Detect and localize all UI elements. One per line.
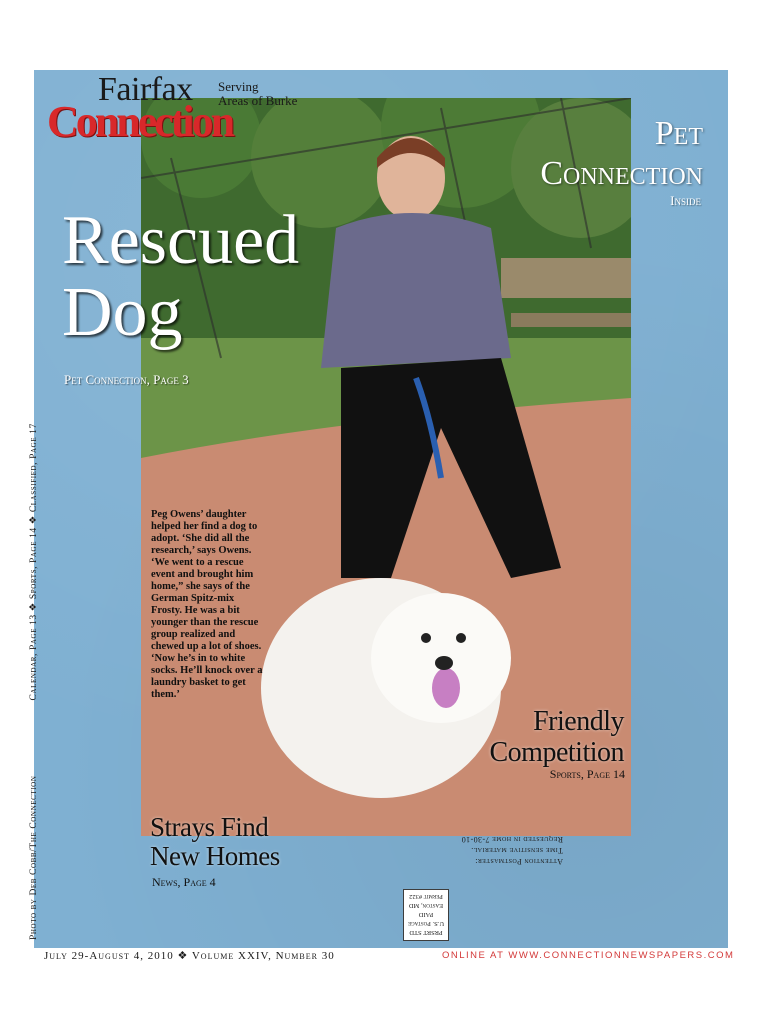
- teaser-friendly-line2: Competition: [489, 737, 624, 768]
- serving-line: Serving: [218, 79, 259, 94]
- teaser-strays-line2: New Homes: [150, 841, 280, 871]
- teaser-friendly-competition: [490, 706, 625, 768]
- postmaster-line: Time sensitive material.: [470, 846, 563, 855]
- dog-tongue: [432, 668, 460, 708]
- pet-connection-line1: Pet: [654, 115, 703, 152]
- headline-line1: Rescued: [62, 202, 300, 279]
- photo-caption: Peg Owens’ daughter helped her find a dog to adopt. ‘She did all the research,’ says Owens. ‘We went to a rescue event and brought him home,” she says of the German Spitz-mix Frosty. He was a bit younger than the rescue group realized and chewed up a lot of shoes. ‘Now he’s in to white socks. He’ll knock over a laundry basket to get them.’: [151, 509, 263, 700]
- headline-page-reference: Pet Connection, Page 3: [64, 372, 189, 387]
- postage-indicia: [403, 889, 449, 941]
- postage-line: U.S. Postage: [407, 920, 445, 927]
- website-link[interactable]: ONLINE AT WWW.CONNECTIONNEWSPAPERS.COM: [442, 950, 735, 961]
- postmaster-notice: [403, 834, 563, 867]
- teaser-strays-line1: Strays Find: [150, 812, 269, 842]
- dog-nose: [435, 656, 453, 670]
- postmaster-line: Attention Postmaster:: [474, 857, 563, 866]
- section-index: Calendar, Page 13 ❖ Sports, Page 14 ❖ Classified, Page 17: [29, 423, 39, 701]
- pet-connection-banner: [540, 114, 703, 194]
- postage-line: PRSRT STD: [409, 929, 443, 936]
- masthead-fairfax: Fairfax: [98, 71, 193, 108]
- postage-line: Easton, MD: [408, 902, 444, 909]
- teaser-strays-page-reference: News, Page 4: [152, 875, 216, 889]
- postage-line: Permit #322: [409, 893, 443, 900]
- bench-shape: [511, 313, 631, 327]
- main-headline: [62, 202, 300, 351]
- teaser-strays-find-new-homes: [150, 813, 280, 871]
- postmaster-line: Requested in home 7-30-10: [461, 835, 563, 844]
- bench-shape: [501, 258, 631, 298]
- person-blouse: [321, 213, 511, 368]
- dog-eye: [456, 633, 466, 643]
- masthead-connection-logo: Connection: [47, 97, 233, 146]
- headline-line2: Dog: [62, 274, 183, 351]
- dog-eye: [421, 633, 431, 643]
- teaser-friendly-line1: Friendly: [533, 706, 624, 737]
- side-text: [28, 351, 39, 940]
- postage-line: PAID: [418, 911, 434, 918]
- pet-connection-line2: Connection: [540, 155, 703, 192]
- teaser-friendly-page-reference: Sports, Page 14: [549, 767, 625, 781]
- serving-area-line: Areas of Burke: [218, 93, 298, 108]
- issue-date-volume: July 29-August 4, 2010 ❖ Volume XXIV, Number 30: [44, 950, 335, 962]
- pet-connection-inside: Inside: [670, 193, 701, 208]
- photo-credit: Photo by Deb Cobb/The Connection: [29, 775, 39, 940]
